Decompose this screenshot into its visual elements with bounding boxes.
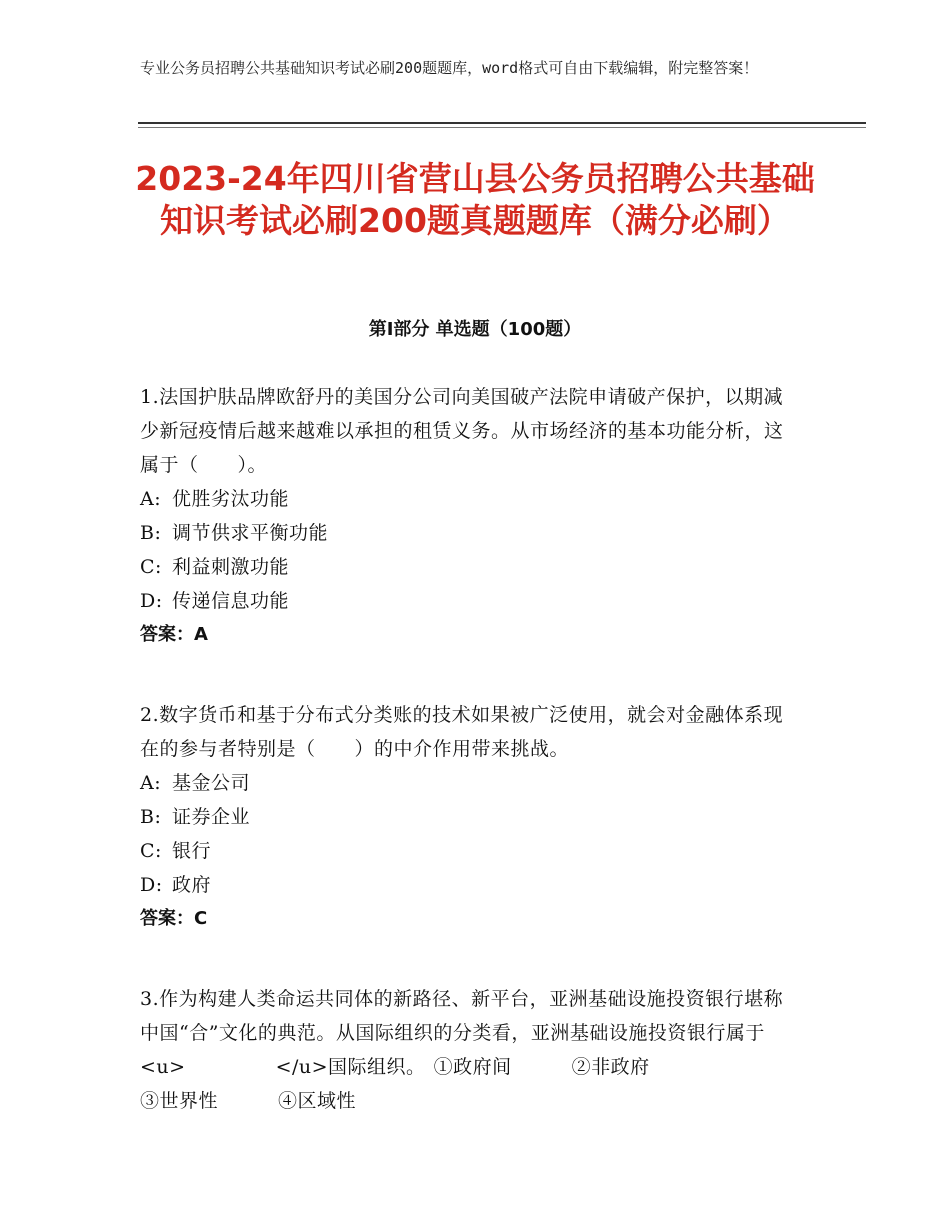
question-1 [140, 380, 800, 652]
option-key: B: [140, 806, 162, 828]
option-text: 证券企业 [172, 806, 251, 828]
option-a [140, 482, 800, 516]
header-divider-thin [138, 127, 866, 128]
question-stem-part2: </u>国际组织。 [275, 1056, 426, 1078]
question-list [140, 380, 800, 1128]
document-title: 2023-24年四川省营山县公务员招聘公共基础知识考试必刷200题真题题库（满分必刷） [135, 159, 815, 240]
option-text: 优胜劣汰功能 [172, 488, 290, 510]
question-2 [140, 698, 800, 936]
option-key: C: [140, 556, 162, 578]
option-c [140, 550, 800, 584]
question-3 [140, 982, 800, 1118]
option-text: 银行 [172, 840, 212, 862]
option-d [140, 868, 800, 902]
header-note: 专业公务员招聘公共基础知识考试必刷200题题库，word格式可自由下载编辑，附完整答案！ [140, 59, 759, 77]
option-d [140, 584, 800, 618]
option-key: C: [140, 840, 162, 862]
option-text: 基金公司 [172, 772, 251, 794]
option-text: 政府 [172, 874, 212, 896]
option-key: A: [140, 488, 162, 510]
answer-label: 答案：A [140, 624, 208, 645]
option-text: 调节供求平衡功能 [172, 522, 329, 544]
option-b [140, 516, 800, 550]
answer-label: 答案：C [140, 908, 208, 929]
spacer [140, 662, 800, 698]
option-text: 传递信息功能 [172, 590, 290, 612]
header-divider-thick [138, 122, 866, 124]
choice-item-4: ④区域性 [278, 1090, 357, 1112]
question-stem-part1: 3.作为构建人类命运共同体的新路径、新平台，亚洲基础设施投资银行堪称中国“合”文化的典范。从国际组织的分类看，亚洲基础设施投资银行属于<u> [140, 988, 784, 1078]
option-key: B: [140, 522, 162, 544]
section-heading: 第Ⅰ部分 单选题（100题） [368, 319, 582, 340]
choice-item-1: ①政府间 [433, 1056, 512, 1078]
question-stem [140, 982, 800, 1118]
question-stem: 1.法国护肤品牌欧舒丹的美国分公司向美国破产法院申请破产保护，以期减少新冠疫情后越来越难以承担的租赁义务。从市场经济的基本功能分析，这属于（ ）。 [140, 386, 784, 476]
choice-item-3: ③世界性 [140, 1090, 219, 1112]
option-c [140, 834, 800, 868]
option-key: D: [140, 874, 163, 896]
option-key: D: [140, 590, 163, 612]
question-stem: 2.数字货币和基于分布式分类账的技术如果被广泛使用，就会对金融体系现在的参与者特别是（ ）的中介作用带来挑战。 [140, 704, 784, 760]
choice-item-2: ②非政府 [571, 1056, 650, 1078]
option-b [140, 800, 800, 834]
option-key: A: [140, 772, 162, 794]
option-a [140, 766, 800, 800]
spacer [140, 946, 800, 982]
option-text: 利益刺激功能 [172, 556, 290, 578]
